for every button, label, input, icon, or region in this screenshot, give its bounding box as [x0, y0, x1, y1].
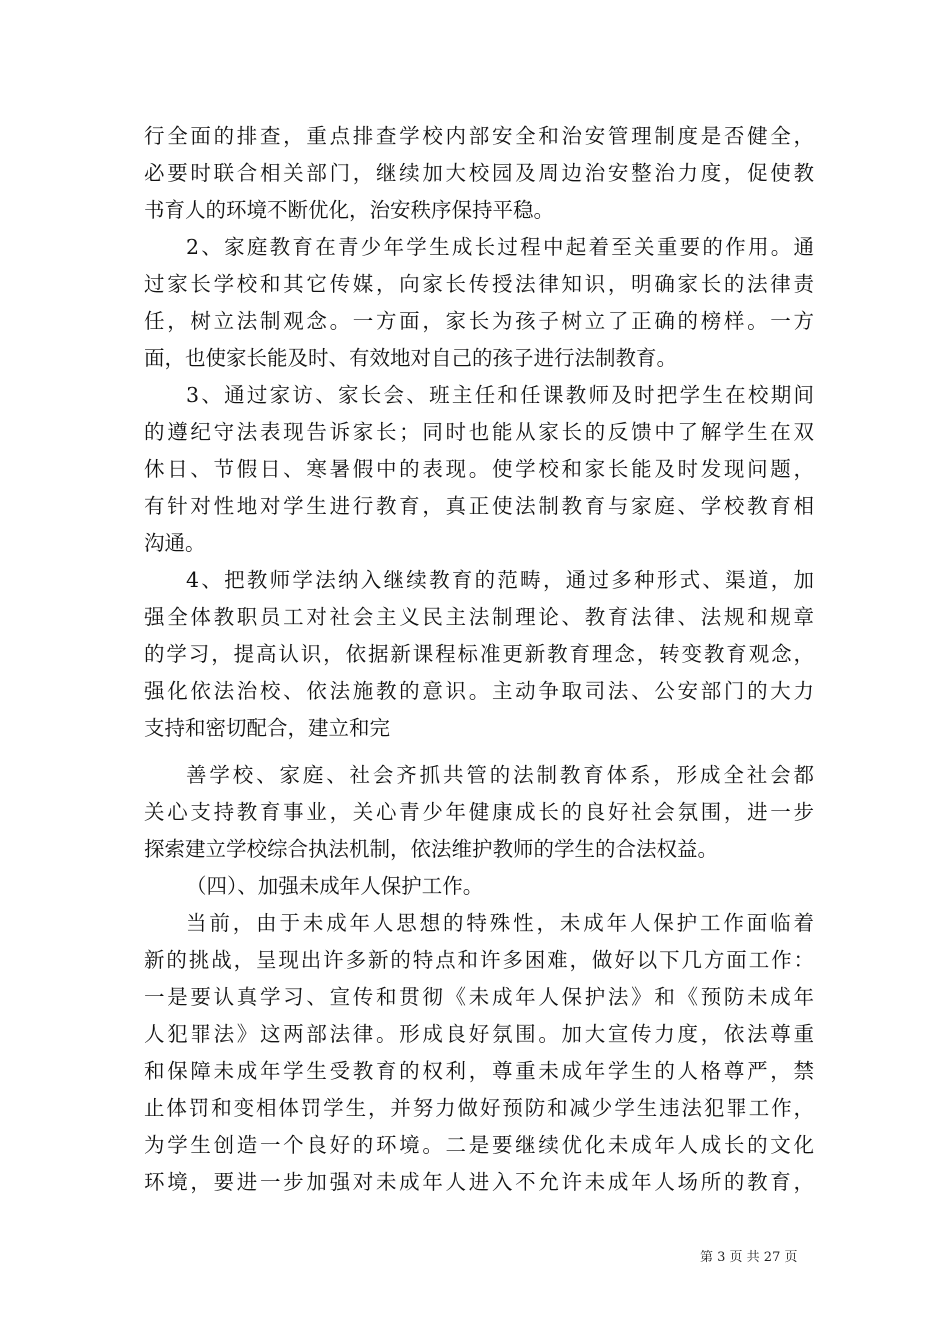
text-line: 2、家庭教育在青少年学生成长过程中起着至关重要的作用。通 [186, 235, 814, 259]
text-line: 关心支持教育事业，关心青少年健康成长的良好社会氛围，进一步 [144, 800, 814, 824]
text-line: 任，树立法制观念。一方面，家长为孩子树立了正确的榜样。一方 [144, 309, 814, 333]
text-line: 止体罚和变相体罚学生，并努力做好预防和减少学生违法犯罪工作， [144, 1096, 814, 1120]
text-line: 一是要认真学习、宣传和贯彻《未成年人保护法》和《预防未成年 [144, 985, 814, 1009]
text-line: 4、把教师学法纳入继续教育的范畴，通过多种形式、渠道，加 [186, 568, 814, 592]
text-line: 过家长学校和其它传媒，向家长传授法律知识，明确家长的法律责 [144, 272, 814, 296]
page-number: 第 3 页 共 27 页 [700, 1250, 798, 1265]
text-line: 沟通。 [144, 531, 206, 555]
body-text [144, 118, 814, 1201]
text-line: 必要时联合相关部门，继续加大校园及周边治安整治力度，促使教 [144, 161, 814, 185]
text-line: 环境，要进一步加强对未成年人进入不允许未成年人场所的教育， [144, 1170, 814, 1194]
text-line: 当前，由于未成年人思想的特殊性，未成年人保护工作面临着 [186, 911, 814, 935]
text-line: 支持和密切配合，建立和完 [144, 716, 390, 740]
text-line: （四）、加强未成年人保护工作。 [186, 874, 484, 898]
text-line: 新的挑战，呈现出许多新的特点和许多困难，做好以下几方面工作： [144, 948, 814, 972]
text-line: 行全面的排查，重点排查学校内部安全和治安管理制度是否健全， [144, 124, 814, 148]
text-line: 为学生创造一个良好的环境。二是要继续优化未成年人成长的文化 [144, 1133, 814, 1157]
text-line: 书育人的环境不断优化，治安秩序保持平稳。 [144, 198, 554, 222]
text-line: 面，也使家长能及时、有效地对自己的孩子进行法制教育。 [144, 346, 677, 370]
text-line: 休日、节假日、寒暑假中的表现。使学校和家长能及时发现问题， [144, 457, 814, 481]
text-line: 的学习，提高认识，依据新课程标准更新教育理念，转变教育观念， [144, 642, 814, 666]
text-line: 有针对性地对学生进行教育，真正使法制教育与家庭、学校教育相 [144, 494, 814, 518]
text-line: 探索建立学校综合执法机制，依法维护教师的学生的合法权益。 [144, 837, 718, 861]
text-line: 的遵纪守法表现告诉家长；同时也能从家长的反馈中了解学生在双 [144, 420, 814, 444]
text-line: 强全体教职员工对社会主义民主法制理论、教育法律、法规和规章 [144, 605, 814, 629]
text-line: 和保障未成年学生受教育的权利，尊重未成年学生的人格尊严，禁 [144, 1059, 814, 1083]
text-line: 强化依法治校、依法施教的意识。主动争取司法、公安部门的大力 [144, 679, 814, 703]
text-line: 3、通过家访、家长会、班主任和任课教师及时把学生在校期间 [186, 383, 814, 407]
text-line: 善学校、家庭、社会齐抓共管的法制教育体系，形成全社会都 [186, 763, 814, 787]
text-line: 人犯罪法》这两部法律。形成良好氛围。加大宣传力度，依法尊重 [144, 1022, 814, 1046]
